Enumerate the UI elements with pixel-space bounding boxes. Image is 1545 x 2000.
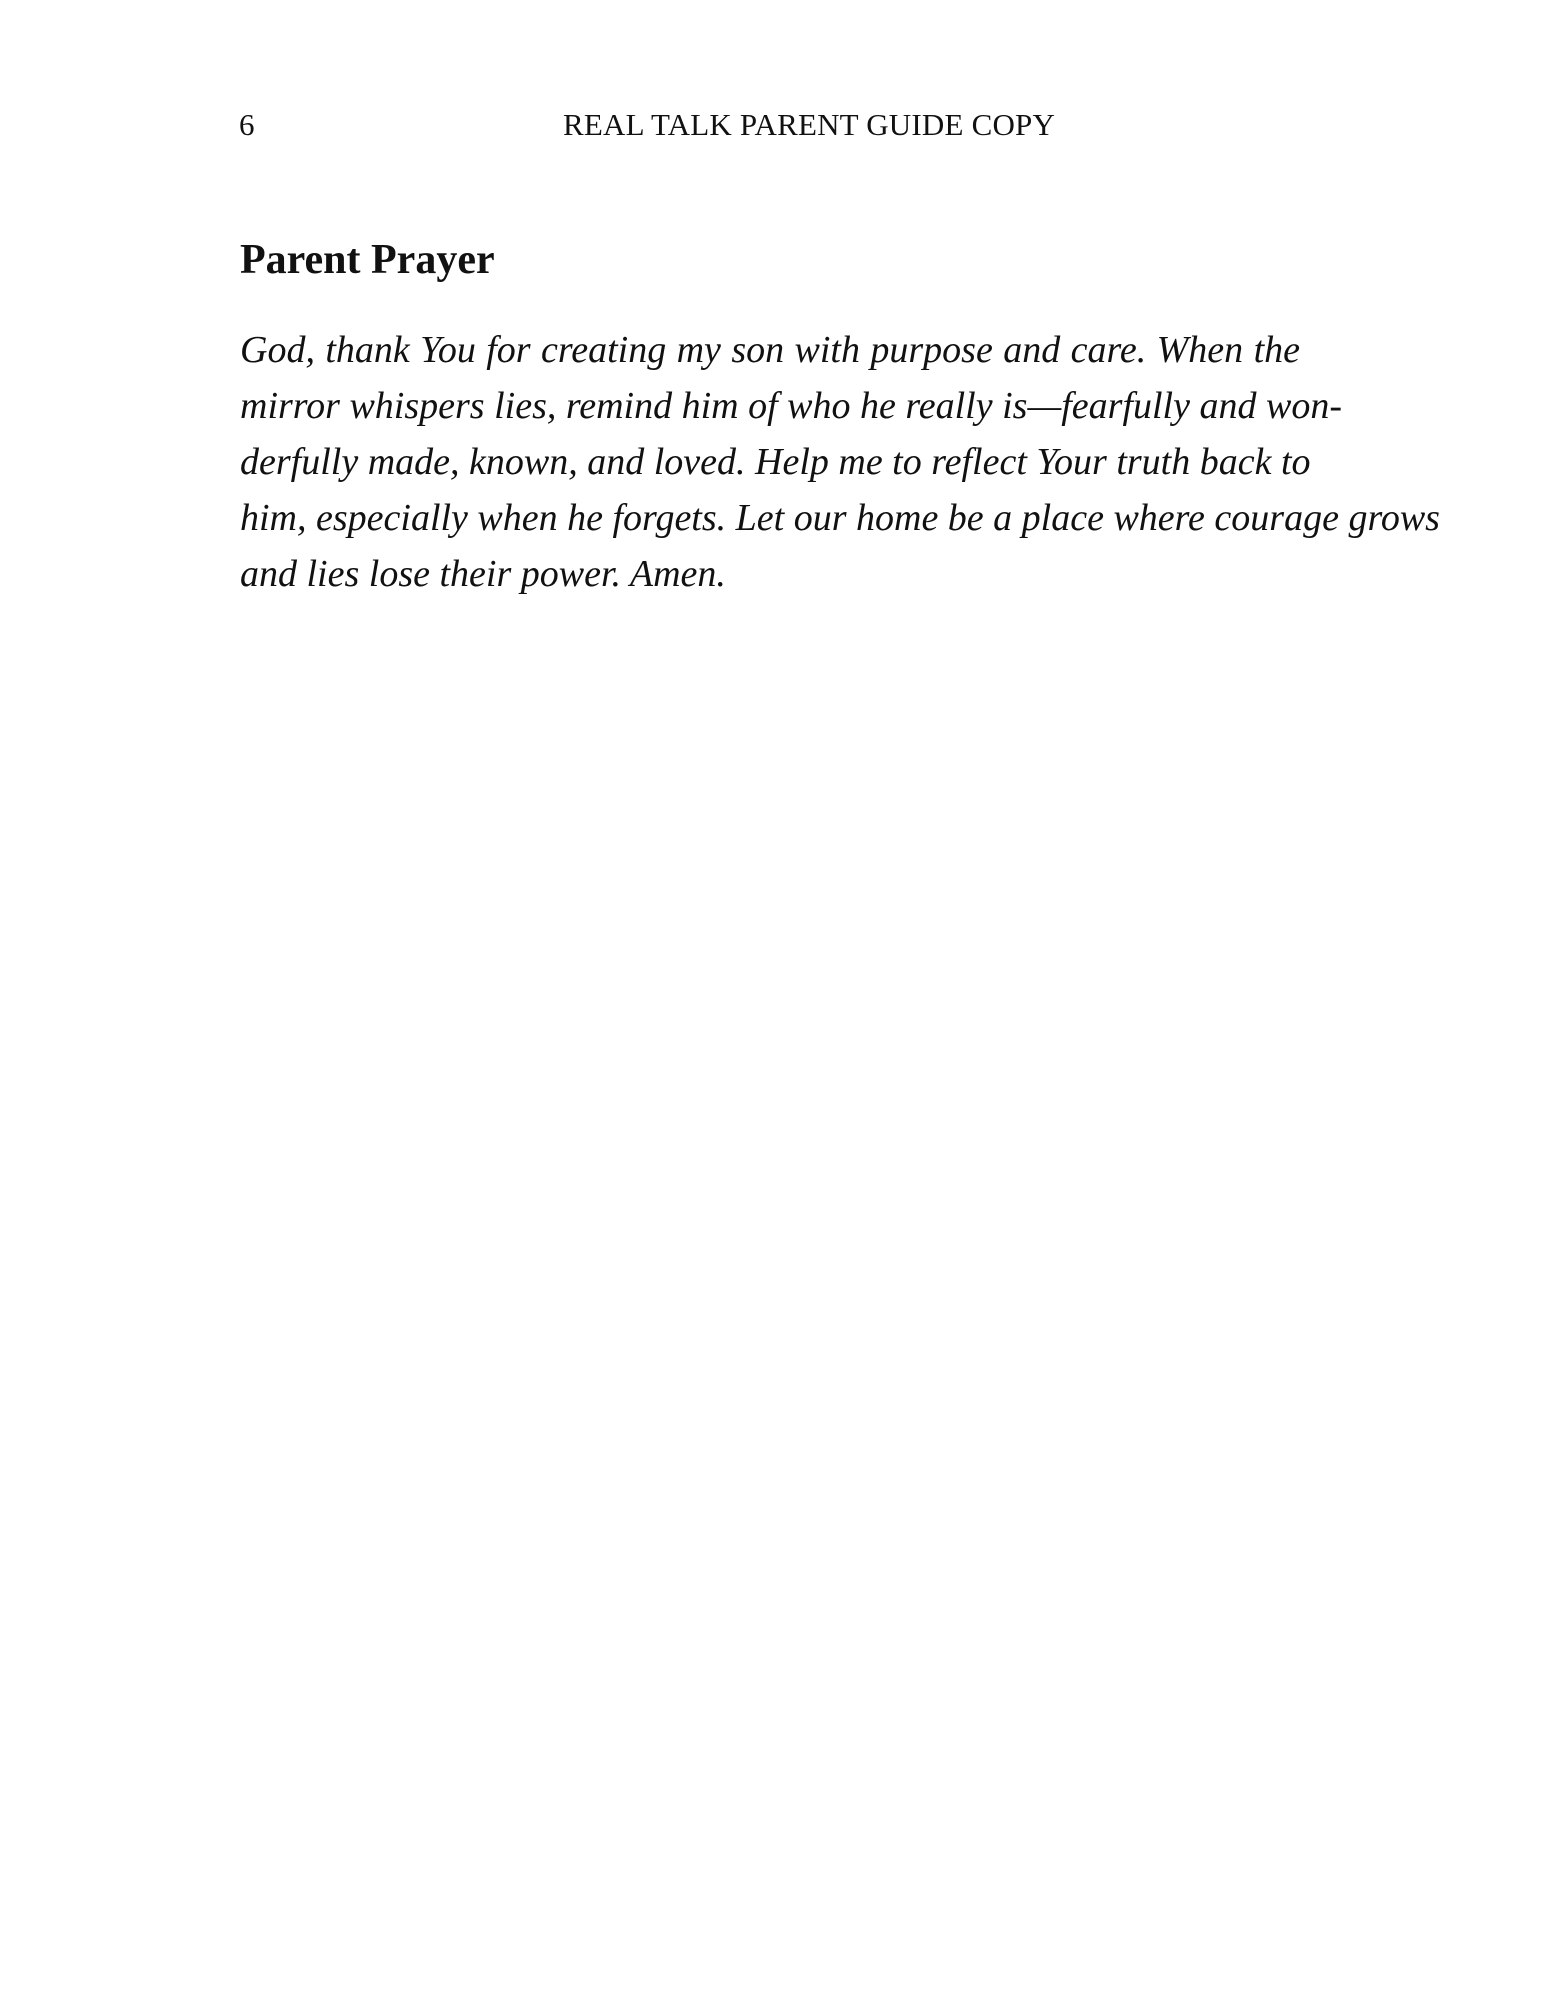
- prayer-line: God, thank You for creating my son with purpose and care. When the: [240, 329, 1300, 371]
- prayer-line: derfully made, known, and loved. Help me to reflect Your truth back to: [240, 441, 1311, 483]
- prayer-paragraph: [240, 322, 1440, 602]
- running-title: REAL TALK PARENT GUIDE COPY: [563, 107, 1056, 142]
- prayer-line: him, especially when he forgets. Let our home be a place where courage grows: [240, 497, 1440, 539]
- section-heading: Parent Prayer: [240, 237, 495, 283]
- page-number: 6: [239, 107, 255, 142]
- prayer-line: and lies lose their power. Amen.: [240, 553, 726, 595]
- prayer-line: mirror whispers lies, remind him of who he really is—fearfully and won-: [240, 385, 1342, 427]
